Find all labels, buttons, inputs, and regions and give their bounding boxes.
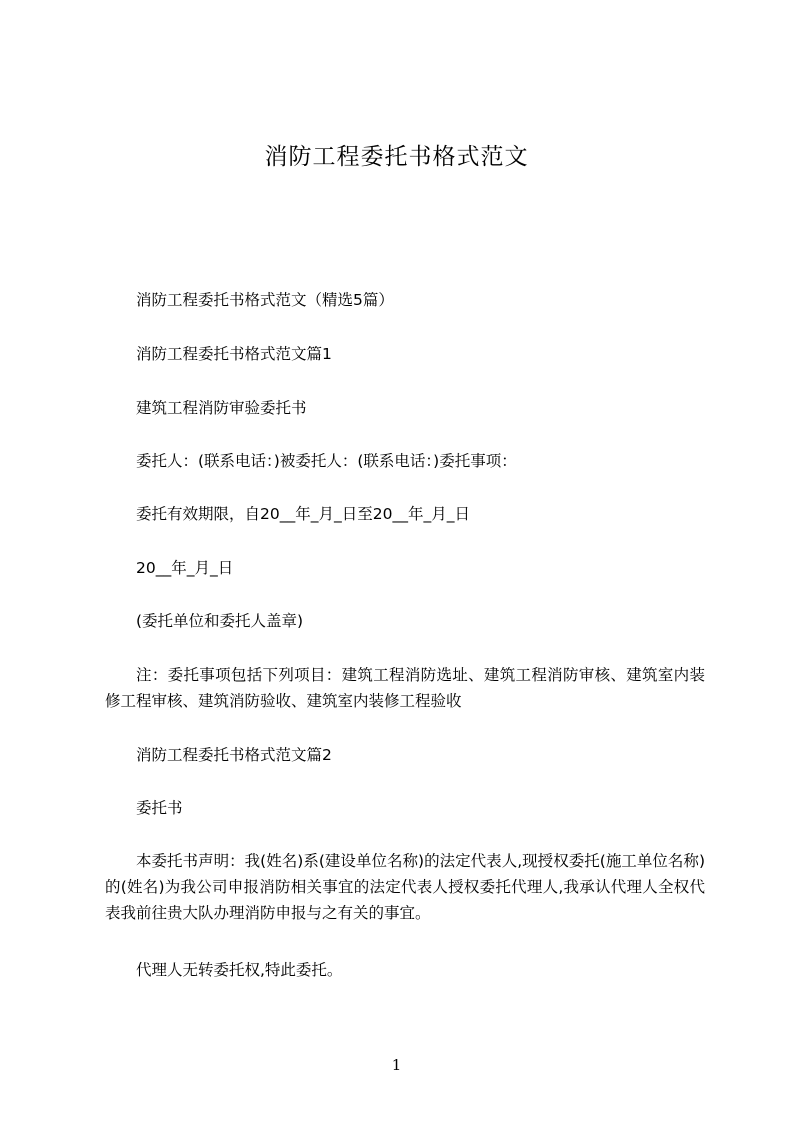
paragraph-seal-note: (委托单位和委托人盖章) (136, 612, 304, 630)
paragraph-validity-period: 委托有效期限，自20__年_月_日至20__年_月_日 (136, 505, 470, 523)
paragraph-items-note: 注：委托事项包括下列项目：建筑工程消防选址、建筑工程消防审核、建筑室内装修工程审核、建筑消防验收、建筑室内装修工程验收 (105, 666, 705, 710)
page-number: 1 (391, 1056, 402, 1074)
paragraph-declaration: 本委托书声明：我(姓名)系(建设单位名称)的法定代表人,现授权委托(施工单位名称)的(姓名)为我公司申报消防相关事宜的法定代表人授权委托代理人,我承认代理人全权代表我前往贵大队办理消防申报与之有关的事宜。 (105, 852, 705, 922)
paragraph-subtitle: 消防工程委托书格式范文（精选5篇） (136, 291, 394, 309)
paragraph-form-title: 建筑工程消防审验委托书 (136, 399, 307, 417)
paragraph-section-1-heading: 消防工程委托书格式范文篇1 (136, 345, 332, 363)
paragraph-section-2-heading: 消防工程委托书格式范文篇2 (136, 746, 332, 764)
document-title: 消防工程委托书格式范文 (264, 144, 529, 170)
paragraph-date: 20__年_月_日 (136, 559, 234, 577)
paragraph-closing: 代理人无转委托权,特此委托。 (136, 961, 343, 979)
paragraph-parties: 委托人：(联系电话：)被委托人：(联系电话：)委托事项： (136, 452, 517, 470)
paragraph-letter-heading: 委托书 (136, 799, 183, 817)
